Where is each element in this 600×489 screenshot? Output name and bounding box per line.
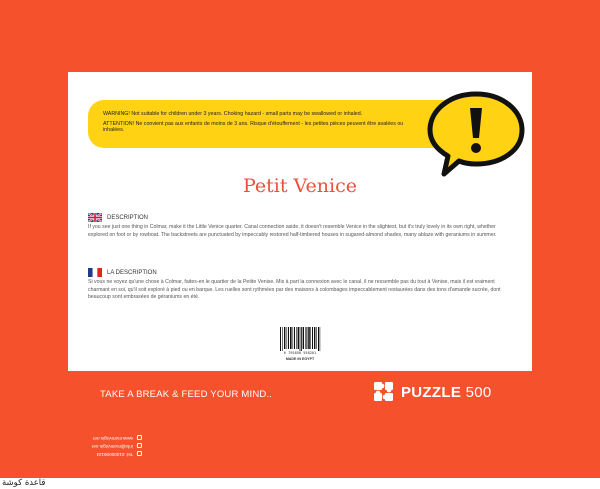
piece-count: 500 — [465, 383, 492, 401]
brand-name-text: PUZZLE — [401, 383, 462, 401]
made-in-label: MADE IN EGYPT — [285, 357, 315, 361]
french-description — [88, 268, 513, 302]
contact-web — [92, 434, 142, 442]
tagline: TAKE A BREAK & FEED YOUR MIND.. — [100, 389, 273, 400]
uk-flag-icon — [88, 213, 102, 222]
warning-text — [103, 111, 423, 137]
exclamation-speech-bubble-icon — [422, 88, 530, 180]
french-body: Si vous ne voyez qu'une chose à Colmar, faites-en le quartier de la Petite Venise. Mis à part la connexion avec le canal, il ne ressemble pas du tout à Venise, mais il est vraiment charmant en soi, qu'il soit exploré à pied ou en barque. Les ruelles sont rythmées par des maisons à colombages impeccablement restaurées dans des tons d'amande sucrée, dont beaucoup sont embrasées de géraniums en été. — [88, 279, 501, 300]
warning-english: WARNING! Not suitable for children under 3 years. Choking hazard - small parts may be swallowed or inhaled. — [103, 111, 363, 117]
english-description — [88, 213, 513, 239]
phone-icon — [137, 452, 142, 457]
image-caption: قاعدة كوشة — [2, 478, 46, 488]
globe-icon — [137, 436, 142, 441]
contact-phone — [92, 450, 142, 458]
barcode-icon — [279, 326, 321, 352]
contact-email — [92, 442, 142, 450]
contact-phone-text: Tel: 01000009124 — [96, 452, 133, 457]
puzzle-title: Petit Venice — [243, 175, 357, 197]
puzzle-piece-logo-icon — [371, 379, 397, 405]
warning-french: ATTENTION! Ne convient pas aux enfants de moins de 3 ans. Risque d'étouffement - les petites pièces peuvent être avalées ou inhalées. — [103, 120, 404, 133]
barcode-number: 6 795850 558201 — [283, 351, 317, 355]
contact-web-text: www.momvirgin.net — [93, 436, 133, 441]
brand-name — [401, 384, 492, 401]
contact-email-text: info@momvirgin.net — [92, 444, 133, 449]
french-heading: LA DESCRIPTION — [107, 269, 157, 276]
email-icon — [137, 444, 142, 449]
brand — [371, 379, 492, 405]
france-flag-icon — [88, 268, 102, 277]
english-heading: DESCRIPTION — [107, 214, 149, 221]
english-body: If you see just one thing in Colmar, make it the Little Venice quarter. Canal connection aside, it doesn't resemble Venice in the slightest, but it's truly lovely in its own right, whether explored on foot or by rowboat. The backstreets are punctuated by impeccably restored half-timbered houses in sugared-almond shades, many ablaze with geraniums in summer. — [88, 224, 497, 238]
contact-info — [92, 434, 142, 458]
